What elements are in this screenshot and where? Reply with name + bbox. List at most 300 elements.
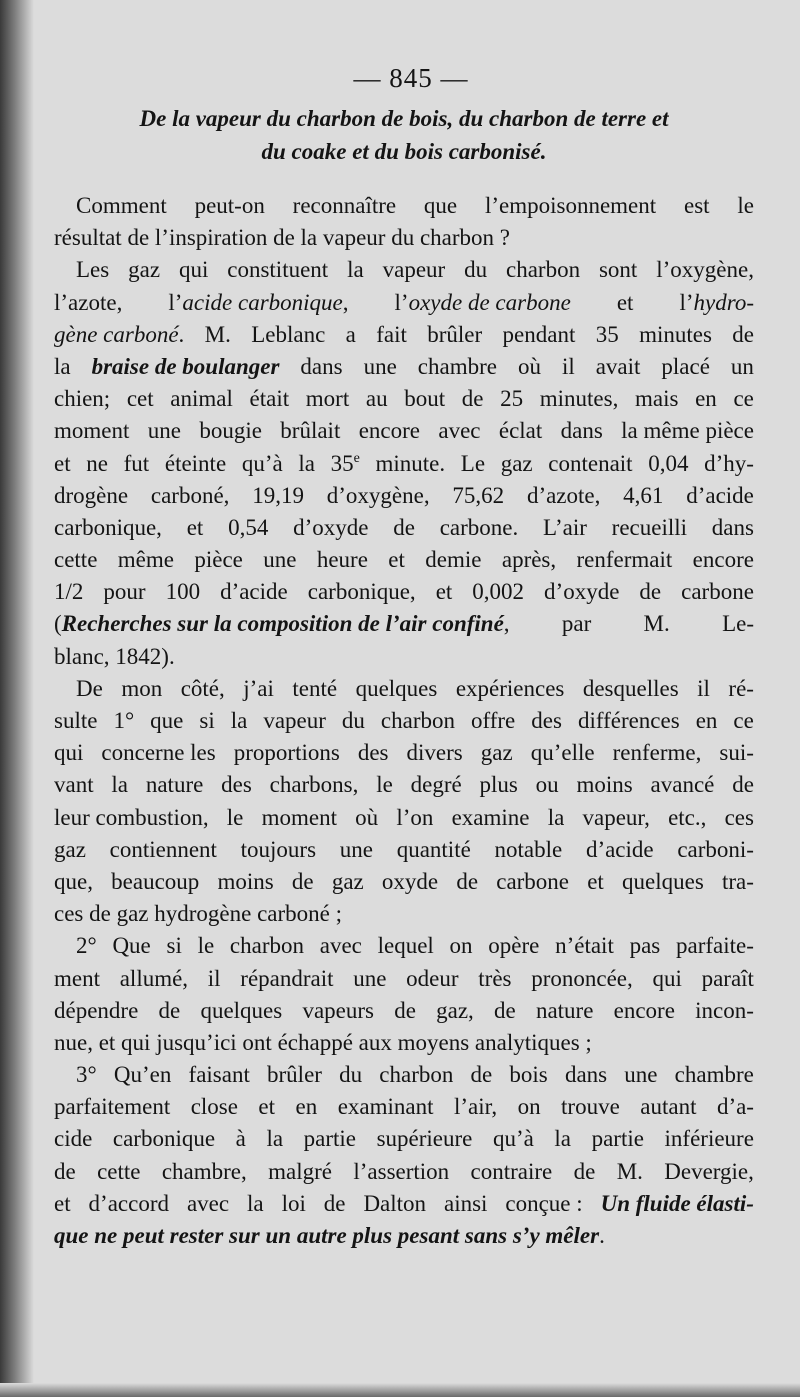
text-segment: supérieure — [376, 1126, 473, 1152]
text-word — [151, 480, 230, 512]
text-word — [54, 383, 110, 415]
text-line — [54, 1156, 754, 1188]
text-word — [234, 737, 340, 769]
text-word — [181, 673, 225, 705]
text-word — [54, 576, 83, 608]
text-word — [561, 1091, 620, 1123]
text-segment: qu’à — [492, 1126, 534, 1152]
text-word — [737, 190, 754, 222]
text-word — [644, 608, 670, 640]
text-segment: et — [616, 289, 634, 315]
text-word — [731, 351, 754, 383]
text-word — [159, 995, 181, 1027]
text-segment: avec — [438, 418, 481, 444]
text-word — [54, 866, 93, 898]
text-segment: partie — [303, 1126, 356, 1152]
text-segment: même — [117, 547, 174, 573]
text-word — [681, 576, 754, 608]
text-segment: gaz, — [436, 997, 474, 1023]
text-segment: concerne les — [101, 740, 216, 766]
text-word — [282, 1188, 306, 1220]
text-segment: la même pièce — [621, 418, 754, 444]
text-word — [97, 1156, 140, 1188]
text-segment: d’acide — [220, 579, 288, 605]
text-segment: Leblanc — [251, 321, 326, 347]
text-segment: M. — [204, 321, 231, 347]
text-segment: une — [263, 547, 297, 573]
text-word — [622, 866, 704, 898]
text-word — [722, 608, 754, 640]
text-word — [555, 930, 614, 962]
text-word — [675, 1059, 754, 1091]
text-segment: il — [697, 675, 710, 701]
text-segment: sulte — [54, 708, 98, 733]
text-word — [382, 866, 438, 898]
text-segment: d’azote, — [526, 482, 601, 508]
text-segment: qu’elle — [530, 740, 595, 766]
page-binding-shadow — [0, 0, 34, 1397]
text-segment: éteinte — [164, 450, 227, 476]
text-line — [54, 705, 754, 737]
text-line — [54, 287, 754, 319]
text-segment: odeur — [406, 965, 459, 991]
text-segment: blanc, 1842). — [54, 643, 175, 669]
text-segment: inférieure — [664, 1126, 754, 1152]
text-segment: et — [435, 579, 453, 605]
text-word — [544, 576, 619, 608]
text-segment: dans — [711, 514, 754, 540]
text-word — [306, 383, 349, 415]
text-word — [376, 769, 393, 801]
text-word — [317, 544, 368, 576]
text-word — [54, 480, 128, 512]
text-word — [702, 963, 754, 995]
text-line — [54, 1220, 754, 1252]
text-segment: des — [221, 772, 252, 798]
text-segment: mais — [634, 386, 679, 412]
text-word — [411, 769, 462, 801]
text-word — [54, 287, 122, 319]
text-segment: l’ — [679, 289, 694, 315]
text-segment: était — [249, 386, 290, 412]
text-word — [263, 705, 326, 737]
text-word — [664, 1156, 754, 1188]
text-word — [258, 1091, 275, 1123]
text-segment: avec — [186, 1190, 230, 1216]
text-segment: ment — [54, 965, 100, 991]
text-segment: carbonique — [112, 1126, 216, 1152]
text-word — [395, 287, 571, 319]
text-segment: en — [695, 386, 717, 412]
text-segment: animal — [170, 386, 233, 412]
text-word — [695, 995, 754, 1027]
text-segment: desquelles — [582, 675, 679, 701]
text-word — [227, 254, 328, 286]
text-segment: 0,54 — [228, 514, 269, 540]
text-segment: l’empoisonnement — [484, 193, 657, 218]
text-word — [493, 1123, 534, 1155]
text-segment: que — [423, 193, 458, 218]
text-segment: tra- — [721, 868, 754, 894]
text-line — [54, 1123, 754, 1155]
text-word — [676, 930, 754, 962]
text-segment: quelques — [355, 675, 438, 701]
text-word — [438, 415, 480, 447]
text-word — [356, 673, 438, 705]
text-segment: Un fluide élasti- — [600, 1190, 754, 1216]
text-word — [424, 190, 457, 222]
text-segment: bois — [509, 1062, 548, 1088]
text-word — [543, 512, 587, 544]
text-word — [195, 190, 265, 222]
text-word — [596, 319, 619, 351]
text-segment: examinant — [337, 1094, 434, 1120]
text-line — [54, 673, 754, 705]
text-segment: 1° — [113, 708, 135, 733]
text-word — [661, 351, 710, 383]
text-segment: proportions — [233, 740, 340, 766]
text-word — [76, 930, 97, 962]
text-segment: en — [295, 1094, 318, 1120]
text-word — [199, 415, 262, 447]
text-line — [54, 898, 754, 930]
text-segment: drogène — [54, 482, 129, 508]
text-word — [548, 802, 565, 834]
text-word — [200, 995, 282, 1027]
text-segment: pièce — [194, 547, 243, 573]
text-word — [436, 995, 474, 1027]
text-word — [252, 480, 304, 512]
text-segment: 0,04 — [648, 450, 689, 476]
text-segment: nue, et qui jusqu’ici ont échappé aux moyens analytiques ; — [54, 1029, 592, 1055]
text-segment: 0,002 — [472, 579, 525, 605]
text-word — [383, 254, 446, 286]
text-segment: reconnaître — [292, 193, 397, 218]
text-word — [292, 673, 337, 705]
text-segment: l’on — [396, 804, 434, 830]
text-word — [404, 383, 445, 415]
text-segment: Dalton — [363, 1190, 427, 1216]
text-word — [364, 351, 397, 383]
text-word — [332, 866, 364, 898]
text-segment: vant — [54, 772, 94, 798]
text-segment: pas — [629, 933, 661, 959]
text-segment: renfermait — [576, 547, 673, 573]
text-segment: offre — [470, 708, 516, 733]
text-word — [266, 1123, 283, 1155]
page-bottom-shadow — [0, 1383, 800, 1397]
text-line — [54, 576, 754, 608]
text-word — [359, 415, 420, 447]
text-word — [462, 383, 484, 415]
text-segment: ne — [86, 450, 108, 476]
text-word — [346, 319, 356, 351]
text-segment: heure — [316, 547, 368, 573]
text-segment: etc., — [668, 804, 707, 830]
text-segment: M. — [643, 611, 670, 637]
text-word — [217, 866, 273, 898]
text-segment: quelques — [622, 868, 704, 894]
text-segment: il — [207, 965, 221, 991]
text-segment: braise de boulanger — [91, 353, 280, 379]
text-word — [208, 963, 221, 995]
text-word — [358, 737, 389, 769]
text-segment: ( — [54, 611, 62, 637]
text-segment: incon- — [695, 997, 754, 1023]
text-word — [531, 737, 595, 769]
text-segment: brûlait — [280, 418, 341, 444]
text-word — [54, 1220, 605, 1252]
text-segment: des — [531, 708, 562, 733]
text-segment: De — [76, 675, 103, 701]
text-segment: sont — [598, 257, 638, 283]
text-segment: gaz — [54, 836, 86, 862]
text-word — [554, 1123, 571, 1155]
text-word — [189, 1059, 250, 1091]
text-segment: si — [199, 708, 215, 733]
text-segment: le — [226, 804, 244, 830]
text-word — [121, 673, 162, 705]
text-word — [425, 544, 481, 576]
text-line — [54, 963, 754, 995]
text-segment: la — [230, 708, 248, 733]
text-word — [536, 769, 559, 801]
text-word — [376, 319, 407, 351]
text-segment: gaz — [500, 450, 533, 476]
text-segment: nature — [145, 772, 204, 798]
text-segment: de — [573, 1158, 596, 1184]
text-segment: qui — [652, 965, 682, 991]
text-word — [103, 576, 145, 608]
text-word — [113, 705, 134, 737]
text-word — [54, 512, 162, 544]
text-segment: n’était — [555, 933, 614, 959]
text-word — [407, 737, 463, 769]
text-segment: allumé, — [119, 965, 189, 991]
text-line — [54, 351, 754, 383]
text-word — [565, 1059, 607, 1091]
text-segment: chambre, — [161, 1158, 247, 1184]
text-word — [639, 319, 712, 351]
text-segment: de — [394, 997, 416, 1023]
text-word — [501, 448, 533, 480]
text-word — [599, 254, 637, 286]
text-word — [488, 930, 539, 962]
text-segment: carbone — [496, 868, 570, 894]
text-segment: de — [54, 1158, 76, 1184]
text-word — [379, 1059, 453, 1091]
text-segment: vapeur — [263, 708, 326, 733]
text-word — [165, 448, 226, 480]
text-word — [531, 963, 633, 995]
text-word — [76, 254, 109, 286]
text-word — [505, 1188, 582, 1220]
text-segment: carbone — [681, 579, 754, 605]
text-word — [179, 254, 208, 286]
text-segment: mon — [121, 675, 163, 701]
text-word — [113, 1123, 215, 1155]
text-word — [480, 769, 518, 801]
text-segment: 35 — [595, 321, 619, 347]
page-content — [54, 56, 754, 1252]
text-word — [54, 351, 71, 383]
text-word — [148, 415, 181, 447]
text-word — [617, 287, 634, 319]
text-word — [355, 802, 378, 834]
text-word — [199, 705, 214, 737]
text-segment: que, — [54, 868, 93, 894]
text-word — [614, 995, 675, 1027]
text-word — [339, 1059, 362, 1091]
text-word — [118, 544, 174, 576]
text-segment: nature — [535, 997, 594, 1023]
text-segment: Le — [460, 450, 486, 476]
text-word — [518, 1091, 541, 1123]
text-word — [576, 769, 632, 801]
text-segment: la — [247, 1190, 264, 1216]
text-line — [54, 448, 754, 480]
text-word — [583, 673, 679, 705]
text-word — [251, 319, 325, 351]
text-segment: mort — [305, 386, 350, 412]
text-line — [54, 608, 754, 640]
text-word — [324, 1188, 346, 1220]
text-word — [375, 448, 445, 480]
text-word — [111, 769, 128, 801]
text-word — [472, 576, 524, 608]
text-segment: placé — [661, 353, 710, 379]
text-segment: de — [732, 772, 754, 798]
text-segment: où — [355, 804, 379, 830]
text-segment: bougie — [199, 418, 262, 444]
text-word — [617, 1156, 643, 1188]
text-segment: minute. — [375, 450, 446, 476]
text-word — [396, 802, 433, 834]
text-word — [298, 448, 315, 480]
text-segment: loi — [281, 1190, 306, 1216]
text-segment: et — [54, 450, 71, 476]
text-word — [388, 544, 405, 576]
section-heading-line-2: du coake et du bois carbonisé. — [261, 139, 547, 164]
text-segment: Qu’en — [113, 1062, 172, 1088]
text-segment: . — [599, 1223, 605, 1248]
text-line — [54, 480, 754, 512]
text-segment: constituent — [227, 257, 329, 283]
text-segment: carbone. — [439, 514, 519, 540]
text-segment: pendant — [502, 321, 576, 347]
text-word — [536, 995, 593, 1027]
text-segment: pour — [103, 579, 146, 605]
text-word — [601, 1188, 754, 1220]
text-segment: charbons, — [269, 772, 359, 798]
text-word — [704, 448, 754, 480]
text-segment: avec — [319, 933, 362, 959]
text-word — [243, 673, 274, 705]
text-segment: et — [388, 547, 405, 573]
text-word — [54, 544, 97, 576]
text-segment: carboni- — [677, 836, 754, 862]
text-segment: close — [190, 1094, 238, 1120]
text-word — [640, 1091, 696, 1123]
text-word — [561, 415, 603, 447]
text-word — [471, 1059, 493, 1091]
text-word — [574, 1156, 596, 1188]
text-word — [562, 351, 575, 383]
text-segment: la — [54, 353, 71, 379]
text-segment: lequel — [377, 933, 434, 959]
text-line — [54, 190, 754, 222]
text-segment: gaz — [128, 257, 161, 283]
text-segment: que ne peut rester sur un autre plus pesant sans s’y mêler — [54, 1223, 600, 1248]
text-segment: oxyde de carbone — [408, 289, 571, 315]
text-segment: encore — [358, 418, 420, 444]
text-word — [127, 383, 154, 415]
text-word — [578, 705, 680, 737]
text-segment: j’ai — [243, 675, 274, 701]
text-word — [613, 737, 702, 769]
text-word — [444, 1188, 487, 1220]
text-segment: 25 — [500, 386, 524, 412]
text-word — [494, 995, 516, 1027]
text-word — [717, 1091, 754, 1123]
text-segment: que — [150, 708, 184, 733]
text-word — [732, 769, 754, 801]
text-word — [240, 963, 333, 995]
text-segment: où — [517, 353, 541, 379]
text-segment: chambre — [674, 1062, 754, 1088]
text-word — [54, 898, 342, 930]
text-word — [485, 190, 656, 222]
text-word — [228, 512, 268, 544]
text-word — [54, 769, 94, 801]
text-word — [624, 1059, 657, 1091]
text-word — [639, 576, 661, 608]
text-word — [612, 512, 687, 544]
text-segment: leur combustion, — [54, 804, 209, 830]
text-segment: après, — [501, 547, 557, 573]
text-word — [247, 1188, 264, 1220]
text-word — [250, 383, 290, 415]
text-word — [54, 448, 71, 480]
text-word — [377, 1123, 473, 1155]
text-segment: partie — [591, 1126, 644, 1152]
text-word — [471, 1156, 553, 1188]
text-word — [292, 866, 314, 898]
text-word — [728, 673, 754, 705]
text-word — [168, 287, 348, 319]
text-word — [677, 834, 754, 866]
text-word — [651, 769, 715, 801]
text-word — [308, 576, 416, 608]
text-segment: et — [186, 514, 204, 540]
text-word — [166, 576, 201, 608]
text-word — [394, 995, 416, 1027]
text-word — [471, 705, 515, 737]
text-segment: dans — [300, 353, 343, 379]
text-segment: d’oxyde — [544, 579, 620, 605]
text-segment: la — [111, 772, 129, 798]
text-word — [54, 1156, 76, 1188]
text-segment: à — [235, 1126, 246, 1152]
text-segment: minutes, — [539, 386, 619, 412]
text-segment: dépendre — [54, 997, 139, 1023]
page-number: — 845 — — [353, 63, 469, 93]
text-segment: paraît — [701, 965, 754, 991]
text-word — [340, 834, 373, 866]
text-word — [231, 705, 248, 737]
text-segment: est — [683, 193, 710, 218]
text-segment: . — [178, 321, 185, 347]
